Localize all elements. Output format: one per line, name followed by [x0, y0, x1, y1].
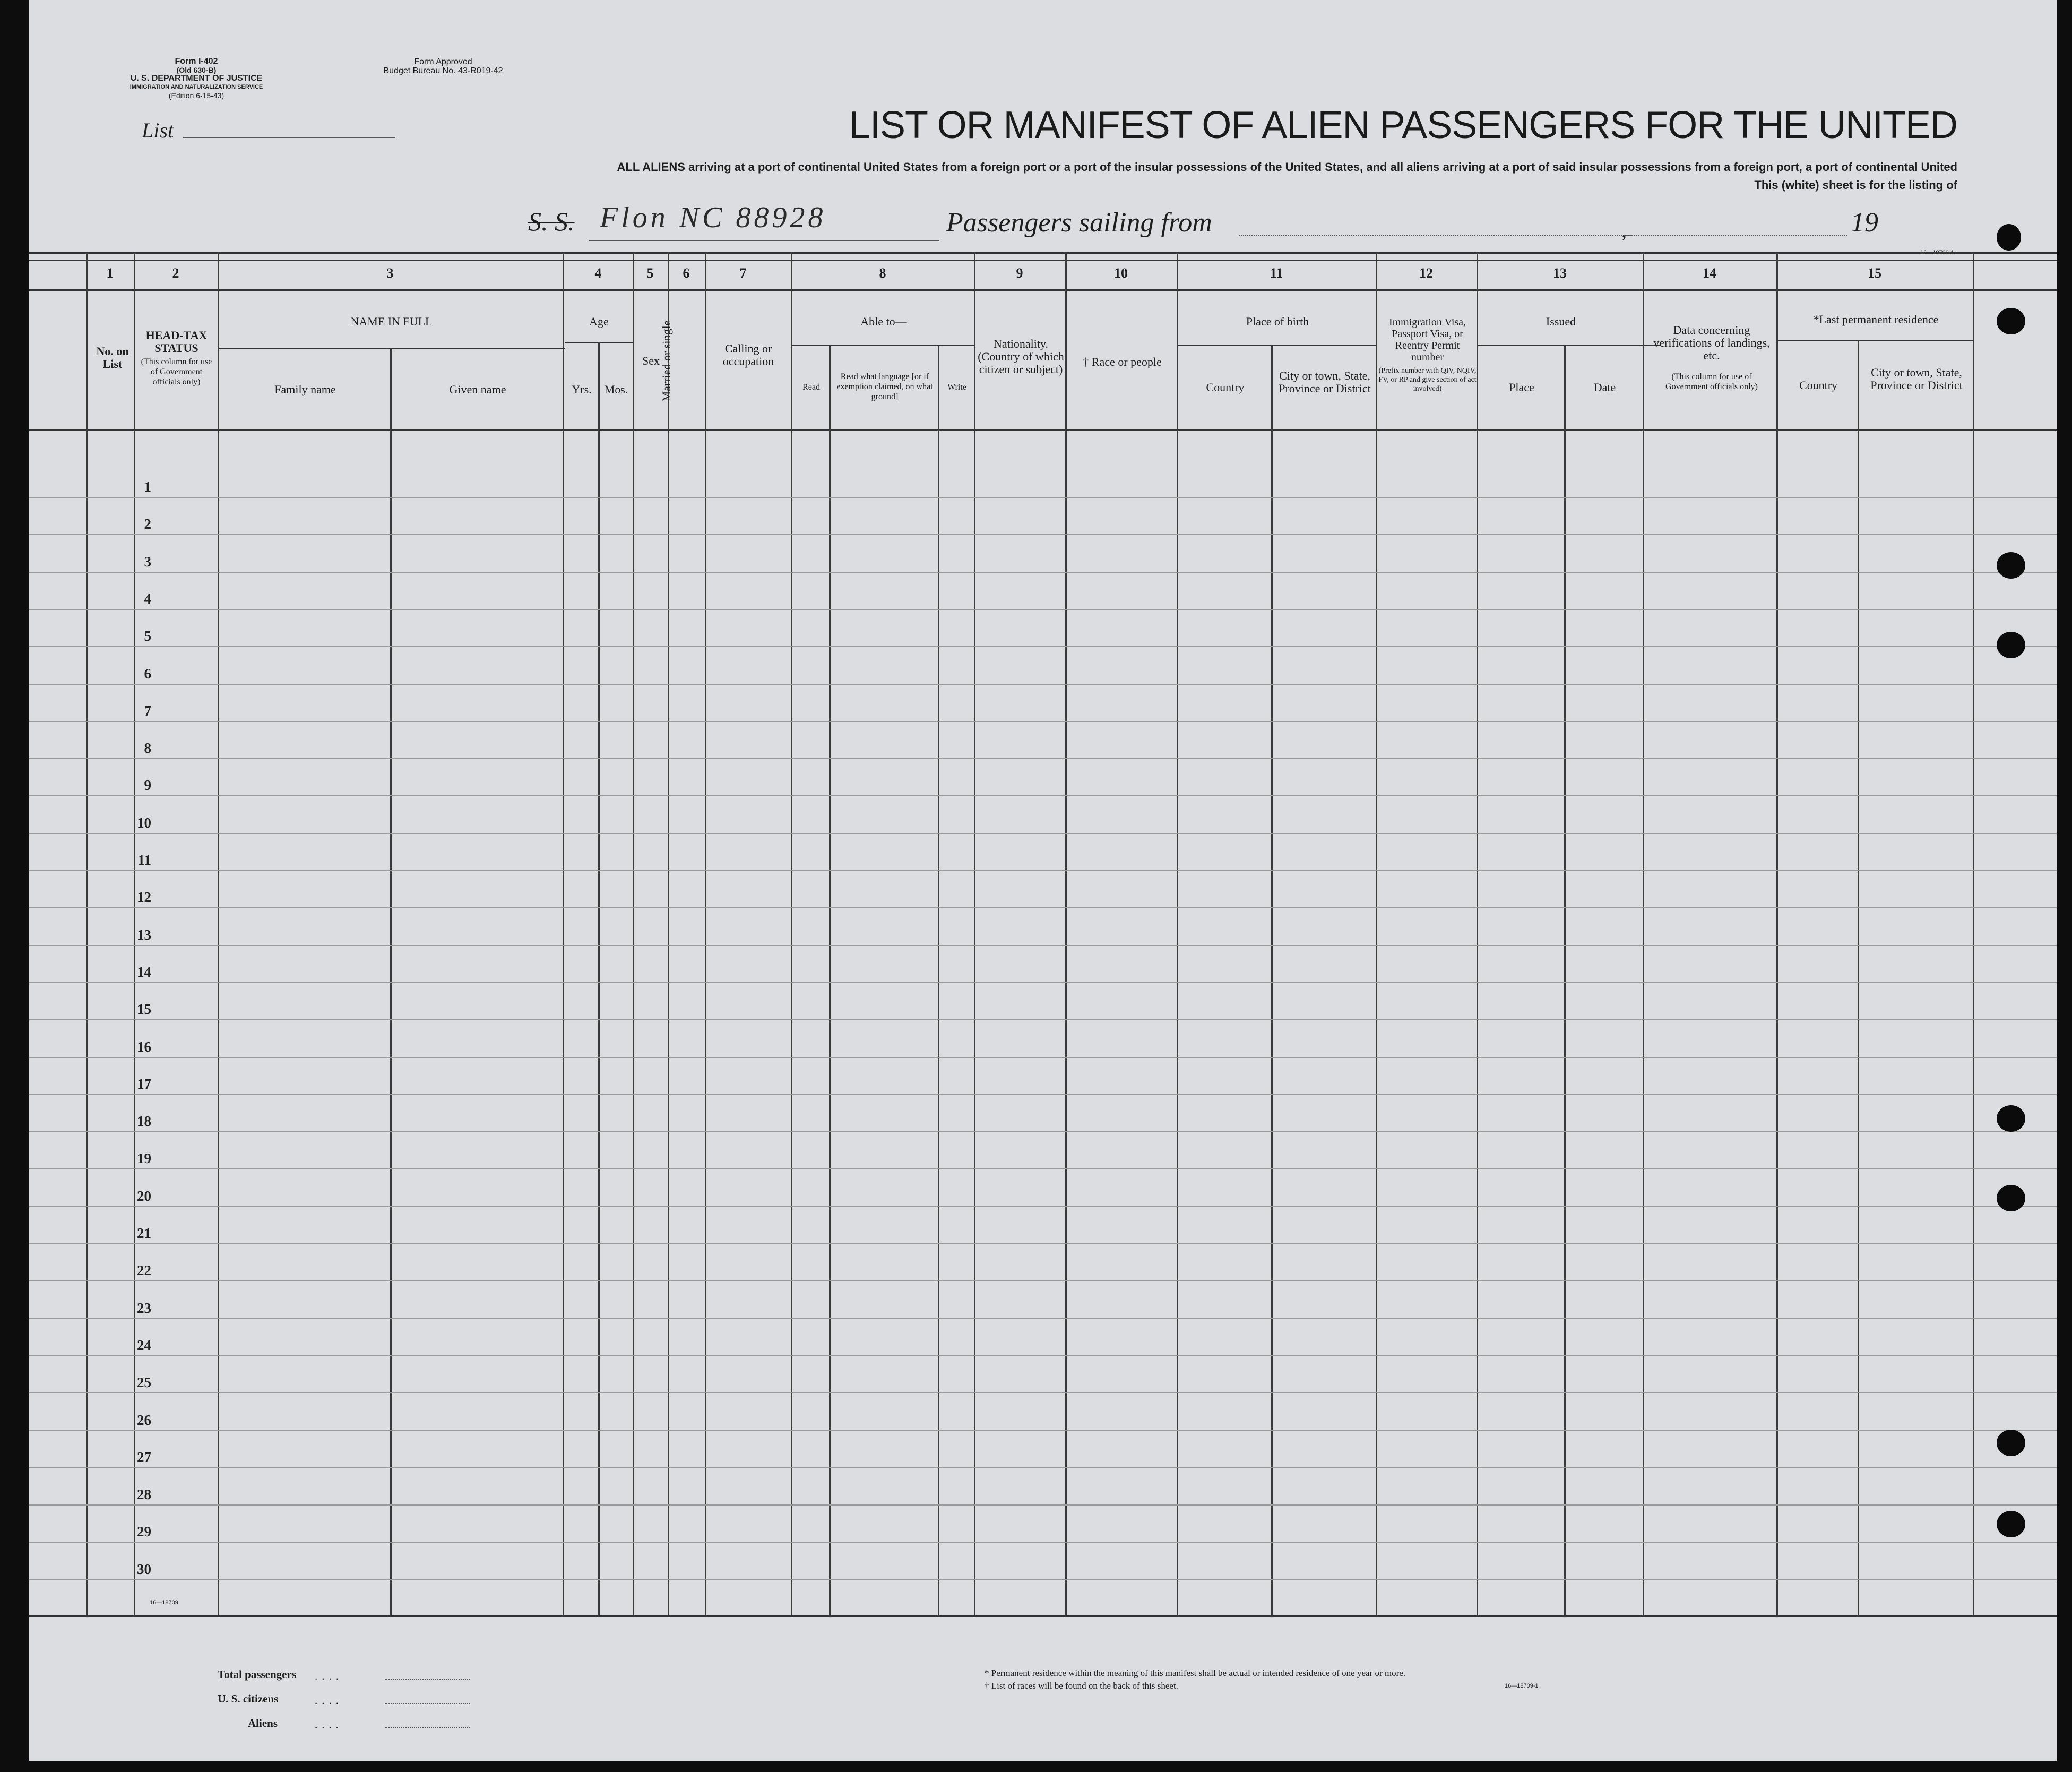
table-row[interactable]: [29, 1392, 2057, 1393]
footer-code: 16—18709: [150, 1599, 178, 1606]
table-top-border-2: [29, 260, 2057, 261]
table-row[interactable]: [29, 795, 2057, 796]
binder-hole: [1997, 224, 2021, 251]
col-line-11: [829, 345, 831, 1615]
row-number: 25: [137, 1374, 151, 1391]
aliens-dots: ....: [315, 1718, 343, 1731]
col-num-1: 1: [106, 265, 114, 281]
row-number: 23: [137, 1300, 151, 1316]
table-row[interactable]: [29, 982, 2057, 983]
column-number-divider: [29, 289, 2057, 291]
table-row[interactable]: [29, 907, 2057, 908]
header-place-of-birth: Place of birth: [1246, 315, 1309, 328]
row-number: 27: [137, 1449, 151, 1465]
form-number: Form I-402: [175, 57, 218, 66]
row-number: 14: [137, 964, 151, 980]
col-line-3: [218, 252, 219, 1615]
header-last-residence: *Last permanent residence: [1813, 313, 1939, 326]
edition: (Edition 6-15-43): [168, 91, 225, 100]
header-visa: Immigration Visa, Passport Visa, or Reentry Permit number: [1388, 316, 1466, 363]
header-head-tax-note: (This column for use of Government officials only): [141, 357, 212, 386]
col-num-2: 2: [172, 265, 179, 281]
row-number: 15: [137, 1001, 151, 1018]
col-line-20: [1643, 252, 1644, 1615]
row-number: 26: [137, 1412, 151, 1428]
sailing-from-field[interactable]: [1239, 235, 1632, 236]
col-line-12: [938, 345, 939, 1615]
header-issued: Issued: [1546, 315, 1576, 328]
us-citizens-field[interactable]: [385, 1703, 470, 1704]
col-num-3: 3: [386, 265, 394, 281]
sailing-date-field[interactable]: [1624, 235, 1847, 236]
col-num-9: 9: [1016, 265, 1023, 281]
col-num-10: 10: [1114, 265, 1128, 281]
col-num-11: 11: [1270, 265, 1283, 281]
able-subheader-line: [792, 345, 975, 346]
table-row[interactable]: [29, 1057, 2057, 1058]
total-dots: ....: [315, 1670, 343, 1682]
col-line-1: [86, 252, 88, 1615]
header-age: Age: [589, 315, 609, 328]
table-row[interactable]: [29, 1467, 2057, 1468]
table-row[interactable]: [29, 870, 2057, 871]
col-line-13: [974, 252, 975, 1615]
col-line-16: [1271, 345, 1273, 1615]
col-num-14: 14: [1703, 265, 1716, 281]
col-num-7: 7: [739, 265, 747, 281]
header-read: Read: [802, 383, 820, 392]
year-label: 19: [1851, 208, 1878, 238]
header-nationality: Nationality. (Country of which citizen or subject): [978, 337, 1064, 376]
row-number: 22: [137, 1262, 151, 1279]
footnote-residence: * Permanent residence within the meaning of this manifest shall be actual or intended residence of one year or more.: [985, 1668, 1406, 1678]
header-mos: Mos.: [604, 383, 628, 396]
service: IMMIGRATION AND NATURALIZATION SERVICE: [130, 84, 263, 90]
row-number: 4: [144, 590, 151, 607]
col-line-15: [1177, 252, 1178, 1615]
row-number: 20: [137, 1188, 151, 1204]
col-line-18: [1477, 252, 1478, 1615]
aliens-field[interactable]: [385, 1727, 470, 1728]
manifest-sheet: [29, 0, 2057, 1761]
header-race: † Race or people: [1083, 355, 1162, 368]
name-subheader-line: [219, 348, 565, 349]
row-number: 3: [144, 553, 151, 570]
col-num-8: 8: [879, 265, 886, 281]
col-line-17: [1376, 252, 1377, 1615]
table-row[interactable]: [29, 1504, 2057, 1506]
header-residence-city: City or town, State, Province or District: [1870, 366, 1963, 392]
table-row[interactable]: [29, 1094, 2057, 1095]
form-approved: Form Approved: [414, 57, 472, 66]
table-row[interactable]: [29, 684, 2057, 685]
table-row[interactable]: [29, 1318, 2057, 1319]
us-citizens-label: U. S. citizens: [218, 1692, 279, 1705]
col-line-22: [1858, 340, 1859, 1615]
table-row[interactable]: [29, 945, 2057, 946]
row-number: 10: [137, 814, 151, 831]
header-residence-country: Country: [1799, 379, 1838, 392]
header-birth-city: City or town, State, Province or District: [1279, 369, 1371, 395]
header-head-tax: HEAD-TAX STATUS: [145, 329, 208, 355]
row-number: 1: [144, 479, 151, 495]
header-data-concerning: Data concerning verifications of landings, etc.: [1653, 323, 1770, 362]
row-number: 28: [137, 1486, 151, 1503]
form-ident: [119, 57, 273, 100]
header-able-to: Able to—: [860, 315, 907, 328]
table-row[interactable]: [29, 1131, 2057, 1132]
col-line-5: [563, 252, 564, 1615]
ship-name-handwritten[interactable]: Flon NC 88928: [600, 201, 826, 234]
total-passengers-field[interactable]: [385, 1679, 470, 1680]
table-row[interactable]: [29, 1243, 2057, 1244]
total-passengers-label: Total passengers: [218, 1668, 296, 1681]
header-no-on-list: No. on List: [96, 345, 129, 371]
col-num-13: 13: [1553, 265, 1567, 281]
header-birth-country: Country: [1206, 381, 1245, 394]
header-family-name: Family name: [274, 383, 336, 396]
budget-approval: [361, 57, 525, 75]
binder-hole: [1997, 1105, 2025, 1132]
department: U. S. DEPARTMENT OF JUSTICE: [130, 74, 263, 83]
binder-hole: [1997, 308, 2025, 334]
ss-label: S. S.: [528, 207, 575, 236]
row-number: 2: [144, 516, 151, 532]
footnote-races: † List of races will be found on the back of this sheet.: [985, 1681, 1178, 1691]
table-row[interactable]: [29, 534, 2057, 535]
col-line-19: [1564, 345, 1566, 1615]
table-row[interactable]: [29, 572, 2057, 573]
table-row[interactable]: [29, 609, 2057, 610]
header-bottom-border: [29, 429, 2057, 431]
row-number: 29: [137, 1524, 151, 1540]
binder-hole: [1997, 632, 2025, 658]
issued-subheader-line: [1478, 345, 1661, 346]
sailing-from-label: Passengers sailing from: [946, 208, 1212, 238]
table-row[interactable]: [29, 1430, 2057, 1431]
binder-hole: [1997, 552, 2025, 579]
col-line-7: [633, 252, 634, 1615]
footer-code-2: 16—18709-1: [1505, 1683, 1539, 1689]
table-row[interactable]: [29, 646, 2057, 647]
header-issued-place: Place: [1509, 381, 1534, 394]
age-subheader-line: [565, 342, 634, 343]
col-line-8: [668, 252, 669, 1615]
row-number: 19: [137, 1150, 151, 1167]
header-data-note: (This column for use of Government officials only): [1665, 372, 1758, 391]
table-row[interactable]: [29, 721, 2057, 722]
row-number: 11: [137, 852, 151, 868]
table-row[interactable]: [29, 833, 2057, 834]
row-number: 12: [137, 889, 151, 906]
form-subtitle-1: ALL ALIENS arriving at a port of continental United States from a foreign port or a port of the insular possessions of the United States, and all aliens arriving at a port of said insular possessions from a foreign port, a port of continental United: [617, 160, 1957, 174]
form-old-number: (Old 630-B): [176, 66, 217, 74]
col-num-4: 4: [594, 265, 602, 281]
table-bottom-border: [29, 1615, 2057, 1617]
header-calling: Calling or occupation: [722, 342, 774, 368]
col-line-23: [1973, 252, 1974, 1615]
residence-subheader-line: [1776, 340, 1973, 341]
header-yrs: Yrs.: [572, 383, 592, 396]
col-num-15: 15: [1868, 265, 1881, 281]
table-top-border: [29, 252, 2057, 254]
header-issued-date: Date: [1593, 381, 1616, 394]
binder-hole: [1997, 1185, 2025, 1211]
table-row[interactable]: [29, 1019, 2057, 1020]
row-number: 8: [144, 740, 151, 756]
binder-hole: [1997, 1511, 2025, 1537]
col-line-14: [1065, 252, 1067, 1615]
birth-subheader-line: [1177, 345, 1376, 346]
header-visa-note: (Prefix number with QIV, NQIV, FV, or RP and give section of act involved): [1378, 367, 1477, 393]
table-row[interactable]: [29, 1542, 2057, 1543]
row-number: 7: [144, 702, 151, 719]
header-name-in-full: NAME IN FULL: [350, 315, 433, 328]
list-label: List: [142, 118, 174, 142]
row-number: 17: [137, 1076, 151, 1092]
row-number: 18: [137, 1113, 151, 1130]
table-row[interactable]: [29, 1206, 2057, 1207]
header-read-language: Read what language [or if exemption claimed, on what ground]: [836, 372, 933, 401]
table-row[interactable]: [29, 1280, 2057, 1281]
header-sex: Sex: [642, 354, 660, 367]
row-number: 9: [144, 777, 151, 794]
table-row[interactable]: [29, 1168, 2057, 1169]
aliens-label: Aliens: [248, 1717, 278, 1730]
list-field-line[interactable]: [183, 137, 395, 138]
table-row[interactable]: [29, 497, 2057, 498]
header-write: Write: [947, 383, 966, 392]
row-number: 13: [137, 926, 151, 943]
row-number: 16: [137, 1038, 151, 1055]
row-number: 5: [144, 628, 151, 644]
form-subtitle-2: This (white) sheet is for the listing of: [1754, 178, 1957, 192]
col-num-5: 5: [646, 265, 654, 281]
citizens-dots: ....: [315, 1694, 343, 1707]
col-num-12: 12: [1419, 265, 1433, 281]
row-number: 21: [137, 1225, 151, 1241]
row-number: 30: [137, 1561, 151, 1577]
header-married-or-single: Married or single: [660, 320, 673, 402]
row-number: 24: [137, 1337, 151, 1353]
budget-number: Budget Bureau No. 43-R019-42: [383, 66, 503, 75]
row-number: 6: [144, 665, 151, 682]
col-line-21: [1776, 252, 1778, 1615]
comma: ,: [1621, 218, 1627, 242]
col-line-9: [705, 252, 706, 1615]
binder-hole: [1997, 1430, 2025, 1456]
form-title: LIST OR MANIFEST OF ALIEN PASSENGERS FOR THE UNITED: [849, 104, 1957, 147]
table-row[interactable]: [29, 758, 2057, 759]
col-line-10: [791, 252, 792, 1615]
ship-name-line: [589, 240, 939, 241]
table-row[interactable]: [29, 1579, 2057, 1580]
header-given-name: Given name: [449, 383, 506, 396]
table-row[interactable]: [29, 1355, 2057, 1356]
col-num-6: 6: [683, 265, 690, 281]
col-line-6: [598, 342, 600, 1615]
